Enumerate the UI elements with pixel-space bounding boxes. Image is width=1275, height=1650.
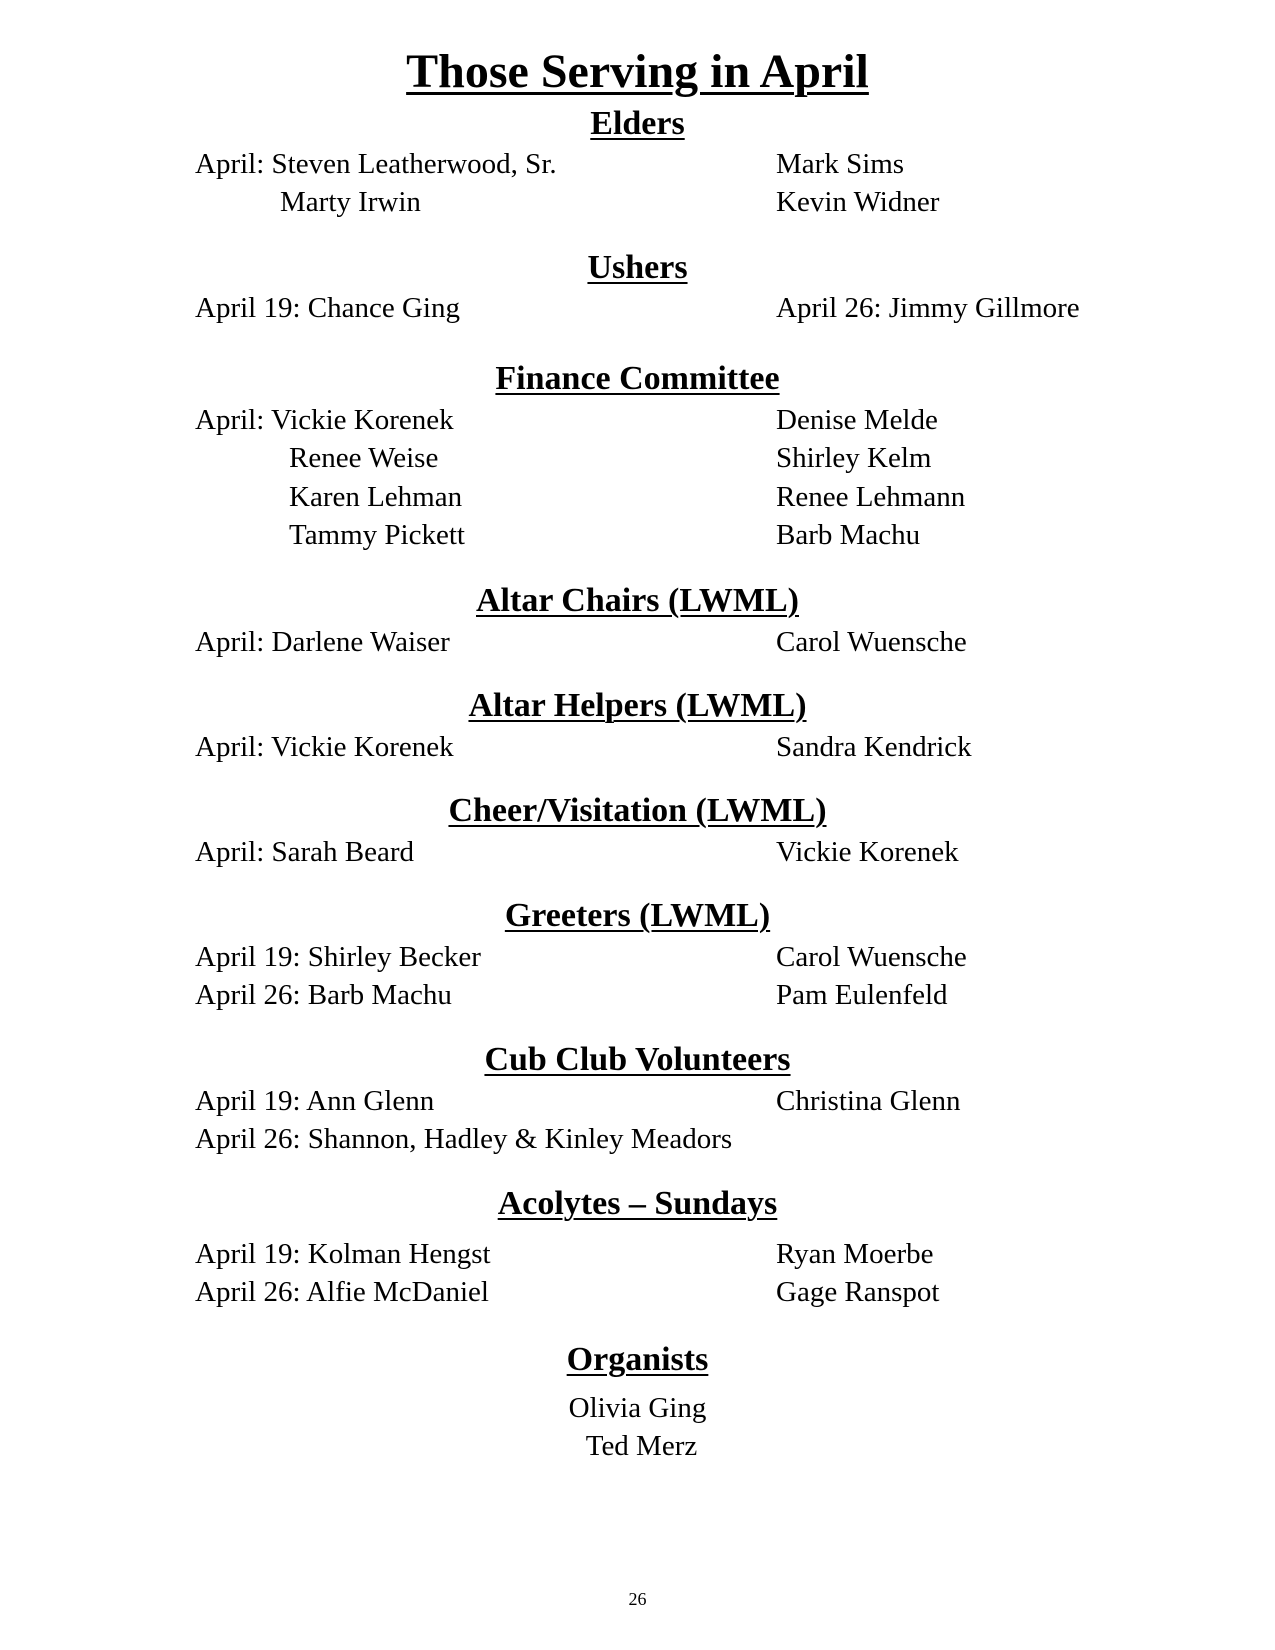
altar-helpers-row-1-right: Sandra Kendrick — [776, 731, 972, 763]
section-heading-acolytes: Acolytes – Sundays — [497, 1185, 778, 1222]
ushers-row-1-right: April 26: Jimmy Gillmore — [776, 292, 1080, 324]
greeters-row-1-left: April 19: Shirley Becker — [195, 941, 481, 973]
finance-row-2-right: Shirley Kelm — [776, 442, 932, 474]
cheer-row-1-left: April: Sarah Beard — [195, 836, 415, 868]
section-heading-organists: Organists — [566, 1341, 709, 1378]
altar-helpers-row-1-left: April: Vickie Korenek — [195, 731, 454, 763]
acolytes-row-1-right: Ryan Moerbe — [776, 1238, 934, 1270]
section-heading-cub-club: Cub Club Volunteers — [484, 1041, 791, 1078]
cub-club-row-1-right: Christina Glenn — [776, 1085, 961, 1117]
section-heading-greeters: Greeters (LWML) — [504, 897, 771, 934]
cheer-row-1-right: Vickie Korenek — [776, 836, 959, 868]
finance-row-1-left: April: Vickie Korenek — [195, 404, 454, 436]
acolytes-row-1-left: April 19: Kolman Hengst — [195, 1238, 491, 1270]
cub-club-row-2-left: April 26: Shannon, Hadley & Kinley Meadors — [195, 1123, 733, 1155]
finance-row-3-left: Karen Lehman — [289, 481, 463, 513]
organist-name-2: Ted Merz — [585, 1430, 698, 1462]
organist-name-1: Olivia Ging — [568, 1392, 707, 1424]
acolytes-row-2-right: Gage Ranspot — [776, 1276, 940, 1308]
ushers-row-1-left: April 19: Chance Ging — [195, 292, 460, 324]
greeters-row-2-left: April 26: Barb Machu — [195, 979, 452, 1011]
elders-row-2-left: Marty Irwin — [280, 186, 421, 218]
altar-chairs-row-1-right: Carol Wuensche — [776, 626, 967, 658]
elders-row-2-right: Kevin Widner — [776, 186, 940, 218]
finance-row-2-left: Renee Weise — [289, 442, 439, 474]
finance-row-4-left: Tammy Pickett — [289, 519, 465, 551]
elders-row-1-right: Mark Sims — [776, 148, 905, 180]
finance-row-4-right: Barb Machu — [776, 519, 921, 551]
finance-row-3-right: Renee Lehmann — [776, 481, 966, 513]
greeters-row-2-right: Pam Eulenfeld — [776, 979, 948, 1011]
section-heading-finance: Finance Committee — [495, 360, 780, 397]
section-heading-cheer-visitation: Cheer/Visitation (LWML) — [448, 792, 827, 829]
acolytes-row-2-left: April 26: Alfie McDaniel — [195, 1276, 489, 1308]
finance-row-1-right: Denise Melde — [776, 404, 938, 436]
elders-row-1-left: April: Steven Leatherwood, Sr. — [195, 148, 557, 180]
section-heading-ushers: Ushers — [587, 249, 688, 286]
section-heading-altar-chairs: Altar Chairs (LWML) — [476, 582, 799, 619]
altar-chairs-row-1-left: April: Darlene Waiser — [195, 626, 450, 658]
page-title: Those Serving in April — [406, 45, 869, 98]
greeters-row-1-right: Carol Wuensche — [776, 941, 967, 973]
page-number: 26 — [628, 1589, 647, 1609]
section-heading-elders: Elders — [590, 105, 685, 142]
cub-club-row-1-left: April 19: Ann Glenn — [195, 1085, 435, 1117]
section-heading-altar-helpers: Altar Helpers (LWML) — [468, 687, 807, 724]
